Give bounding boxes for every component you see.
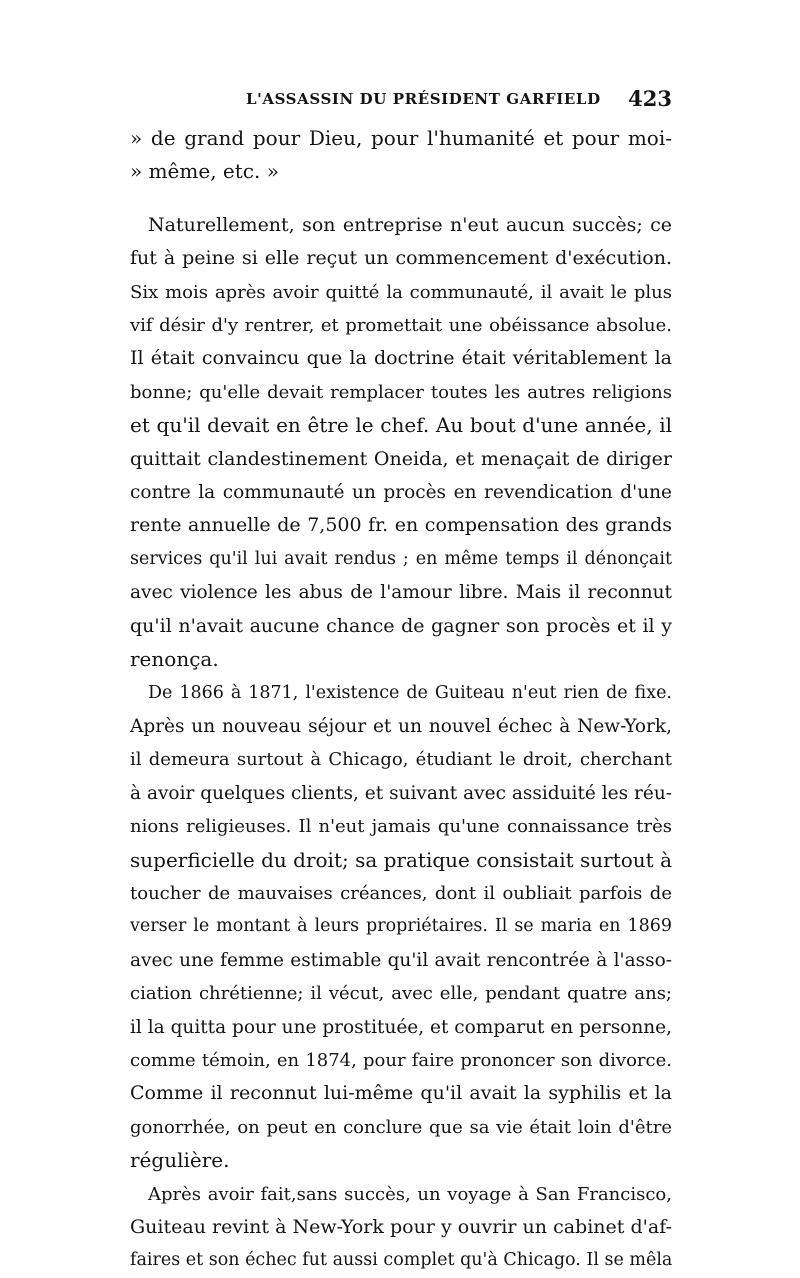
text-line: il la quitta pour une prostituée, et comparut en personne, [130, 1016, 672, 1038]
text-line: services qu'il lui avait rendus ; en même temps il dénonçait [130, 548, 672, 569]
text-line: faires et son échec fut aussi complet qu'à Chicago. Il se mêla [130, 1250, 673, 1271]
text-line: bonne; qu'elle devait remplacer toutes les autres religions [130, 381, 672, 403]
running-title: L'ASSASSIN DU PRÉSIDENT GARFIELD [246, 90, 601, 108]
text-line: Six mois après avoir quitté la communauté, il avait le plus [130, 281, 672, 303]
text-line: verser le montant à leurs propriétaires. Il se maria en 1869 [130, 916, 672, 937]
text-line: renonça. [130, 647, 219, 672]
text-line: toucher de mauvaises créances, dont il oubliait parfois de [130, 882, 672, 904]
text-line: comme témoin, en 1874, pour faire prononcer son divorce. [130, 1049, 672, 1071]
text-line: Guiteau revint à New-York pour y ouvrir un cabinet d'af- [130, 1216, 672, 1238]
text-line: et qu'il devait en être le chef. Au bout d'une année, il [130, 413, 672, 438]
text-line: vif désir d'y rentrer, et promettait une obéissance absolue. [130, 315, 672, 337]
text-line: à avoir quelques clients, et suivant avec assiduité les réu- [130, 782, 672, 804]
text-line: quittait clandestinement Oneida, et menaçait de diriger [130, 447, 672, 470]
text-line: De 1866 à 1871, l'existence de Guiteau n'eut rien de fixe. [148, 682, 672, 703]
text-line: Il était convaincu que la doctrine était véritablement la [130, 347, 672, 370]
text-line: Après un nouveau séjour et un nouvel échec à New-York, [130, 715, 672, 737]
page-header [130, 86, 672, 114]
text-line: Comme il reconnut lui-même qu'il avait la syphilis et la [130, 1082, 672, 1105]
text-line: contre la communauté un procès en revendication d'une [130, 482, 672, 504]
paragraph-gap [130, 189, 672, 209]
text-line: avec violence les abus de l'amour libre. Mais il reconnut [130, 582, 672, 604]
text-line: superficielle du droit; sa pratique consistait surtout à [130, 847, 673, 872]
text-line: nions religieuses. Il n'eut jamais qu'une connaissance très [130, 816, 672, 838]
body-text [130, 122, 672, 1278]
text-line: régulière. [130, 1148, 230, 1173]
text-line: » même, etc. » [130, 159, 279, 184]
text-line: avec une femme estimable qu'il avait rencontrée à l'asso- [130, 949, 672, 971]
text-line: Après avoir fait,sans succès, un voyage à San Francisco, [148, 1183, 672, 1205]
text-line: ciation chrétienne; il vécut, avec elle, pendant quatre ans; [130, 983, 672, 1005]
text-line: » de grand pour Dieu, pour l'humanité et pour moi- [130, 126, 672, 150]
text-line: Naturellement, son entreprise n'eut aucun succès; ce [148, 213, 672, 236]
text-line: qu'il n'avait aucune chance de gagner son procès et il y [130, 614, 672, 637]
text-line: fut à peine si elle reçut un commencement d'exécution. [130, 247, 672, 270]
text-line: il demeura surtout à Chicago, étudiant le droit, cherchant [130, 749, 672, 771]
text-line: rente annuelle de 7,500 fr. en compensation des grands [130, 514, 672, 537]
text-line: gonorrhée, on peut en conclure que sa vie était loin d'être [130, 1116, 672, 1138]
page-number: 423 [628, 86, 672, 111]
